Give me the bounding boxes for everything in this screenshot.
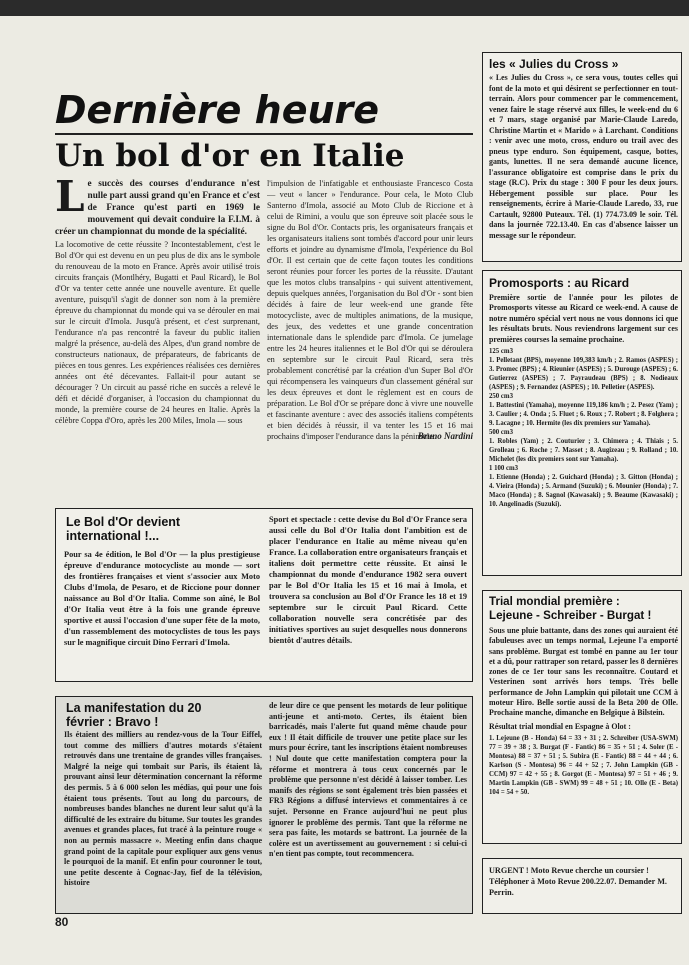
manifestation-box (55, 696, 473, 914)
page-number: 80 (55, 915, 69, 929)
manif-right: de leur dire ce que pensent les motards de leur politique anti-jeune et anti-moto. Certes, ils étaient bien barricadés, mais l'alerte fut quand même chaude pour eux ! Il était difficile de trouver une petite place sur les murs pour écrire, tant les inscriptions étaient nombreuses ! Nul doute que cette manifestation comptera pour la réforme et montrera à tous ceux concernés par le problème que personne n'est décidé à laisser tomber. Les manifs des régions se sont également très bien passées et FR3 Régions a diffusé interviews et commentaires à ce sujet. Personne en France aujourd'hui ne peut plus ignorer le problème des permis. Tant que la réforme ne sera pas faite, les motards se battront. La journée de la colère est un avertissement au gouvernement : si celui-ci n'en tient pas compte, tout recommencera. (269, 701, 467, 859)
bol-box-title (66, 515, 266, 543)
trial-title-line1: Trial mondial première : (489, 595, 620, 608)
urgent-box (482, 858, 682, 914)
byline: Bruno Nardini (417, 431, 473, 441)
trial-results-title: Résultat trial mondial en Espagne à Olot : (489, 721, 631, 731)
top-dark-strip (0, 0, 689, 16)
promo-res-250: 1. Battestini (Yamaha), moyenne 119,186 km/h ; 2. Pesez (Yam) ; 3. Caulier ; 4. Onda ; 5. Fluet ; 6. Roux ; 7. Robert ; 8. Folghera ; 9. Lacagne ; 10. Hermite (les dix premiers sur Yamaha). (489, 402, 678, 428)
promo-cat-125: 125 cm3 (489, 348, 513, 356)
promo-res-125: 1. Pelletant (BPS), moyenne 109,383 km/h ; 2. Ramos (ASPES) ; 3. Promec (BPS) ; 4. Rieunier (ASPES) ; 5. Durouge (ASPES) ; 6. Gutierrez (ASPES) ; 7. Payraudeau (BPS) ; 8. Nodieaux (ASPES) ; 9. Fernandez (ASPES) ; 10. Pelletier (ASPES). (489, 357, 678, 392)
promosports-box (482, 270, 682, 576)
manif-title (66, 701, 266, 729)
lead-paragraph: e succès des courses d'endurance n'est nulle part aussi grand qu'en France et c'est de France qu'est parti en 1969 le mouvement qui devait conduire la F.I.M. à créer un championnat du monde de la spécialité. (55, 179, 260, 237)
julies-title: les « Julies du Cross » (489, 57, 619, 71)
bol-dor-box (55, 508, 473, 682)
promo-res-1100: 1. Etienne (Honda) ; 2. Guichard (Honda) ; 3. Gitton (Honda) ; 4. Vieira (Honda) ; 5. Armand (Suzuki) ; 6. Mounier (Honda) ; 7. Maco (Honda) ; 8. Sagnol (Kawasaki) ; 9. Beaume (Kawasaki) ; 10. Angelinadis (Suzuki). (489, 474, 678, 509)
promo-cat-250: 250 cm3 (489, 393, 513, 401)
trial-title (489, 595, 681, 623)
urgent-text: URGENT ! Moto Revue cherche un coursier ! Téléphoner à Moto Revue 200.22.07. Demander M. Perrin. (489, 866, 667, 897)
julies-text: « Les Julies du Cross », ce sera vous, toutes celles qui font de la moto et qui désirent se perfectionner en tout-terrain. Alors pour commencer par le commencement, venez faire le stage réservé aux filles, le week-end du 6 et 7 mars, stage organisé par Marie-Claude Laredo, Christine Martin et « Marido » à Larchant. Conditions : venir avec une moto, cross, enduro ou trail avec des pneus type enduro. Son équipement, casque, bottes, gants, lunettes. Il ne sera demandé aucune licence, l'assurance obligatoire est comprise dans le prix du stage (R.C). Prix du stage : 300 F pour les deux jours. Hébergement possible sur place. Pour les renseignements, écrire à Marie-Claude Laredo, 33, rue Cartault, 92800 Puteaux. Tél. (1) 774.73.09 le soir. Tél. dans la journée 722.13.40. En cas d'absence laisser un message sur le répondeur. (489, 73, 678, 240)
julies-box (482, 52, 682, 262)
trial-results: 1. Lejeune (B - Honda) 64 = 33 + 31 ; 2. Schreiber (USA-SWM) 77 = 39 + 38 ; 3. Burgat (F - Fantic) 86 = 35 + 51 ; 4. Soler (E - Montesa) 88 = 37 + 51 ; 5. Subira (E - Fantic) 88 = 44 + 44 ; 6. Karlson (S - Montesa) 96 = 44 + 52 ; 7. John Lampkin (GB - CCM) 97 = 42 + 55 ; 8. Gorgot (E - Montesa) 97 = 51 + 46 ; 9. Martin Lampkin (GB - SWM) 99 = 48 + 51 ; 10. Olle (E - Beta) 104 = 54 + 50. (489, 734, 678, 796)
promo-body (489, 293, 678, 573)
trial-text: Sous une pluie battante, dans des zones qui auraient été fabuleuses avec un temps normal, Lejeune l'a emporté sans problème. Burgat est tombé en panne au 1er tour et a dû, pour rattraper son retard, passer les 8 dernières zones de ce 1er tour sans les reconnaître. Coutard et Vesterinen sont arrivés hors temps. Très belle performance de John Lampkin qui pilotait une CCM à moteur Hiro. Belle sortie aussi de la Beta 200 de Olle. Prochaine manche, dimanche en Belgique à Bilstein. (489, 626, 678, 718)
bol-box-title-line1: Le Bol d'Or devient (66, 515, 181, 529)
article-col-1 (55, 178, 260, 504)
kicker: Dernière heure (55, 88, 380, 132)
promo-intro: Première sortie de l'année pour les pilotes de Promosports vitesse au Ricard ce week-end. A cause de notre numéro spécial vert nous ne vous donnons ici que les résultats bruts. Nous reviendrons largement sur ces premières courses la semaine prochaine. (489, 293, 678, 344)
trial-title-line2: Lejeune - Schreiber - Burgat ! (489, 609, 652, 622)
bol-box-right: Sport et spectacle : cette devise du Bol d'Or France sera aussi celle du Bol d'Or Italia dont l'ambition est de placer l'endurance en Italie au même niveau qu'en France. La collaboration entre organisateurs français et italiens doit permettre cette réussite. Et ainsi le championnat du monde d'endurance 1982 sera ouvert par le Bol d'Or Italia les 15 et 16 mai à Imola, et trouvera sa conclusion au Bol d'Or France les 18 et 19 septembre sur le circuit Paul Ricard. Cette collaboration nouvelle sera concrétisée par des initiatives sportives au sujet desquelles nous donnerons bientôt d'autres détails. (269, 515, 467, 645)
manif-title-line2: février : Bravo ! (66, 715, 159, 729)
trial-box (482, 590, 682, 844)
body-col2: l'impulsion de l'infatigable et enthousiaste Francesco Costa — veut « lancer » l'endurance. Pour cela, le Moto Club Santerno d'Imola, associé au Moto Club de Riccione et à celui de Rimini, a voulu que son épreuve soit placée sous le signe du Bol d'Or. Contacts pris, les organisateurs français et les organisateurs italiens sont tombés d'accord pour unir leurs efforts et joindre au dynamisme d'Imola, l'expérience du Bol d'Or. Il est certain que de cette façon toutes les conditions seront réunies pour forcer les portes de la réussite. D'autant que les motos clubs transalpins - qui suivent attentivement, depuis quelques années, l'organisation du Bol d'Or - sont bien décidés à faire de leur week-end une grande fête motocycliste, avec de multiples animations, de la musique, des jeux, des vedettes et une grande concentration internationale dans le splendide parc d'Imola. Ce jumelage entre les 24 heures italiennes et le Bol d'Or qui se déroulera en septembre sur le circuit Paul Ricard, sera très probablement concrétisé par la création d'un Super Bol d'Or qui récompensera les vainqueurs d'un classement général sur les deux épreuves et dont le règlement est en cours de préparation. Le Bol d'Or se prépare donc à vivre une nouvelle et fascinante aventure : avec des associés italiens compétents et bien décidés à réussir, il va tenter les 15 et 16 mai prochains d'imposer l'endurance dans la péninsule. (267, 179, 473, 441)
promo-cat-500: 500 cm3 (489, 429, 513, 437)
bol-box-title-line2: international !... (66, 529, 160, 543)
manif-left: Ils étaient des milliers au rendez-vous de la Tour Eiffel, tout comme des milliers d'autres motards s'étaient retrouvés dans une trentaine de grandes villes françaises. Malgré la neige qui tombait sur Paris, ils étaient là, prouvant ainsi leur détermination concernant la réforme des permis. 5 à 6 000 selon les médias, qui pour une fois étaient tous présents. Tout au long du parcours, de nombreuses bandes blanches ne durent leur salut qu'à la difficulté de les extraire du bitume. Sur toutes les grandes avenues et grandes places, fut tracé à la peinture rouge « non au permis massacre ». Meeting enfin dans chaque grand point de la capitale pour expliquer aux gens venus le pourquoi de la manif. Et enfin pour couronner le tout, une petite descente à Cognac-Jay, fief de la télévision, histoire (64, 730, 262, 888)
promo-title: Promosports : au Ricard (489, 276, 630, 290)
manif-title-line1: La manifestation du 20 (66, 701, 202, 715)
kicker-rule (55, 133, 473, 135)
bol-box-left: Pour sa 4e édition, le Bol d'Or — la plus prestigieuse épreuve d'endurance motocycliste au monde — sort des frontières françaises et vient s'associer aux Moto Clubs d'Imola, de Pesaro, et de Riccione pour donner naissance au Bol d'Or Italia. Comme son aîné, le Bol d'Or Italia veut être à la fois une grande épreuve sportive et aussi l'occasion d'une super fête de la moto, d'un rassemblement des motocyclistes de tous les pays sur le magnifique circuit Dino Ferrari d'Imola. (64, 550, 260, 647)
promo-cat-1100: 1 100 cm3 (489, 465, 519, 473)
headline: Un bol d'or en Italie (55, 138, 405, 174)
drop-cap: L (55, 178, 85, 221)
body-col1: La locomotive de cette réussite ? Incontestablement, c'est le Bol d'Or qui est devenu en un peu plus de dix ans le symbole du renouveau de la moto en France. Après avoir utilisé trois circuits français (Montlhéry, Bugatti et Paul Ricard), le Bol d'Or va tenter cette année une nouvelle aventure. Et quelle aventure, puisqu'il s'agit de donner son nom à la première épreuve du championnat du monde qui va se dérouler en mai sur le circuit d'Imola. Jusqu'à présent, et c'est surprenant, l'endurance n'a pas rencontré la faveur du public italien malgré la présence, au-delà des Alpes, d'un grand nombre de constructeurs nationaux, de préparateurs, de fabricants de pièces en tous genres. Les expériences réalisées ces dernières années ont été décevantes. Fallait-il pour autant se décourager ? Un circuit au passé riche en succès a relevé le défi et décidé d'organiser, à l'occasion du championnat du monde, la première course de 24 heures en Italie. Après la célèbre Coppa d'Oro, après les 200 Miles, Imola — sous (55, 240, 260, 425)
article-col-2 (267, 178, 473, 504)
promo-res-500: 1. Robles (Yam) ; 2. Couturier ; 3. Chimera ; 4. Thiais ; 5. Grolleau ; 6. Roche ; 7. Masset ; 8. Augizeau ; 9. Rolland ; 10. Michelet (les dix premiers sont sur Yamaha). (489, 438, 678, 464)
trial-body (489, 626, 678, 841)
